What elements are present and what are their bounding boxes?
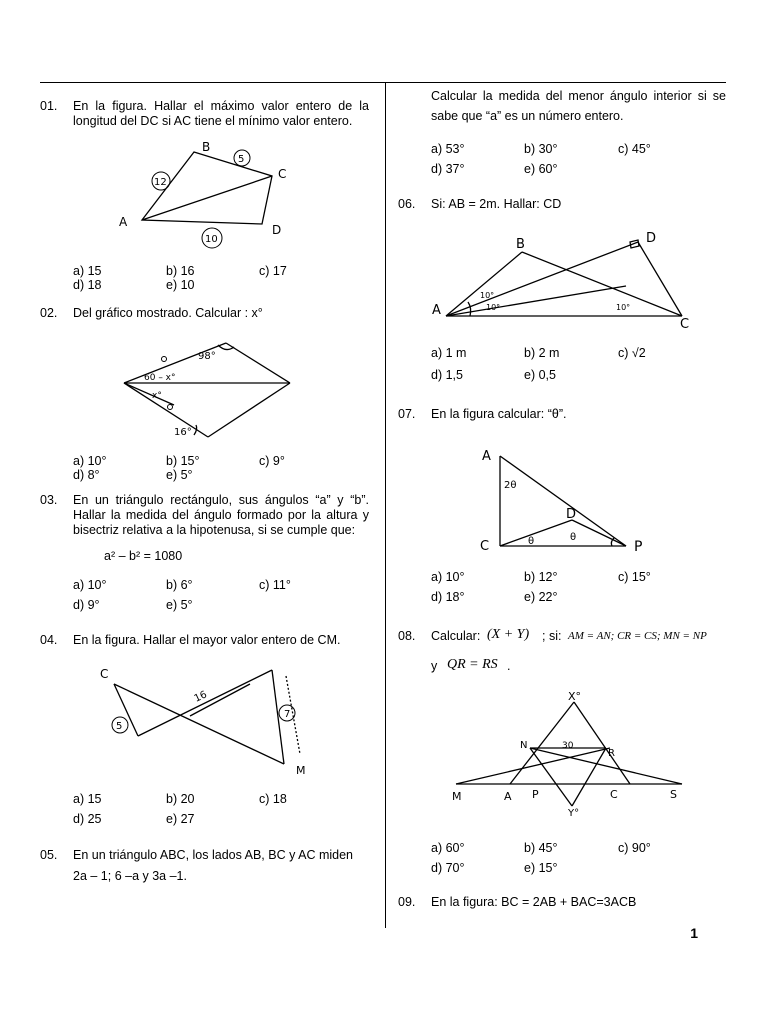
q08-label-a: A: [504, 790, 512, 803]
q08-angle-x: X°: [568, 690, 582, 703]
q01-text: En la figura. Hallar el máximo valor entero de la longitud del DC si AC tiene el mínimo valor entero.: [73, 99, 369, 128]
q01-opt-b: b) 16: [166, 264, 195, 278]
q06-label-a: A: [432, 303, 441, 318]
page-number: 1: [690, 925, 698, 941]
q08-number: 08.: [398, 629, 416, 643]
q06-label-b: B: [516, 237, 525, 252]
q05-opt-d: d) 37°: [431, 162, 465, 176]
q02-angle-16: 16°: [174, 427, 192, 438]
q07-opt-c: c) 15°: [618, 570, 651, 584]
q02-number: 02.: [40, 306, 58, 320]
q08-condition-2: QR = RS: [447, 657, 498, 672]
q07-angle-theta1: θ: [528, 536, 535, 547]
q08-opt-a: a) 60°: [431, 841, 465, 855]
q01-side-5: 5: [238, 154, 245, 165]
q08-opt-e: e) 15°: [524, 861, 558, 875]
q01-number: 01.: [40, 99, 58, 113]
q08-label-s: S: [670, 788, 677, 801]
q03-opt-c: c) 11°: [259, 578, 291, 592]
q08-angle-y: Y°: [568, 808, 580, 819]
q07-label-a: A: [482, 449, 491, 464]
q08-si: ; si:: [542, 629, 562, 643]
q06-angle-10a: 10°: [480, 291, 495, 300]
q06-opt-a: a) 1 m: [431, 346, 467, 360]
q08-dot: .: [507, 659, 511, 673]
q04-opt-d: d) 25: [73, 812, 102, 826]
q07-opt-b: b) 12°: [524, 570, 558, 584]
q01-label-a: A: [119, 215, 128, 229]
q08-label-m: M: [452, 790, 462, 803]
q03-text: En un triángulo rectángulo, sus ángulos “a” y “b”. Hallar la medida del ángulo formado por la altura y bisectriz relativa a la hipotenusa, si se cumple que:: [73, 493, 369, 537]
q08-label: Calcular:: [431, 629, 481, 643]
q08-label-c: C: [610, 788, 618, 801]
q05-text-line1: En un triángulo ABC, los lados AB, BC y AC miden: [73, 848, 354, 862]
q07-angle-2theta: 2θ: [504, 480, 517, 491]
q02-angle-98: 98°: [198, 351, 216, 362]
q08-conditions: AM = AN; CR = CS; MN = NP: [568, 630, 707, 642]
q01-label-c: C: [278, 167, 287, 181]
q03-number: 03.: [40, 493, 58, 507]
q06-opt-d: d) 1,5: [431, 368, 463, 382]
q02-opt-b: b) 15°: [166, 454, 200, 468]
q05-opt-e: e) 60°: [524, 162, 558, 176]
q04-side-7: 7: [284, 709, 291, 720]
q03-opt-e: e) 5°: [166, 598, 193, 612]
q07-label-c: C: [480, 539, 490, 554]
q07-label-p: P: [634, 539, 643, 555]
q06-figure: [430, 228, 700, 332]
q07-opt-a: a) 10°: [431, 570, 465, 584]
q07-opt-d: d) 18°: [431, 590, 465, 604]
q01-label-b: B: [202, 140, 211, 154]
q07-text: En la figura calcular: “θ”.: [431, 407, 567, 421]
q02-opt-c: c) 9°: [259, 454, 285, 468]
q08-opt-d: d) 70°: [431, 861, 465, 875]
q08-label-r: R: [608, 748, 615, 759]
q04-number: 04.: [40, 633, 58, 647]
q03-opt-a: a) 10°: [73, 578, 107, 592]
q06-text: Si: AB = 2m. Hallar: CD: [431, 197, 562, 211]
q03-opt-b: b) 6°: [166, 578, 193, 592]
q02-opt-a: a) 10°: [73, 454, 107, 468]
q09-text: En la figura: BC = 2AB + BAC=3ACB: [431, 895, 637, 909]
q04-opt-b: b) 20: [166, 792, 195, 806]
q06-label-c: C: [680, 317, 690, 332]
q01-side-12: 12: [154, 177, 167, 188]
q02-figure: [118, 335, 298, 445]
q08-opt-c: c) 90°: [618, 841, 651, 855]
q06-number: 06.: [398, 197, 416, 211]
q05-number: 05.: [40, 848, 58, 862]
q08-label-p: P: [532, 788, 539, 801]
q07-figure: [478, 442, 658, 557]
q05-text-line2: 2a – 1; 6 –a y 3a –1.: [73, 869, 187, 883]
q08-expression: (X + Y): [487, 627, 530, 642]
q06-label-d: D: [646, 231, 657, 246]
q05-opt-a: a) 53°: [431, 142, 465, 156]
q04-figure: [96, 664, 316, 779]
q01-opt-e: e) 10: [166, 278, 195, 292]
q05-opt-b: b) 30°: [524, 142, 558, 156]
q06-angle-10c: 10°: [616, 303, 631, 312]
q08-opt-b: b) 45°: [524, 841, 558, 855]
q01-figure: [112, 138, 302, 248]
q04-text: En la figura. Hallar el mayor valor entero de CM.: [73, 633, 341, 647]
q04-opt-e: e) 27: [166, 812, 195, 826]
q01-side-10: 10: [205, 234, 218, 245]
q02-opt-d: d) 8°: [73, 468, 100, 482]
top-rule: [40, 82, 726, 83]
q02-angle-60x: 60 – x°: [144, 373, 176, 383]
q01-opt-c: c) 17: [259, 264, 287, 278]
q05-text-continued: Calcular la medida del menor ángulo interior si se sabe que “a” es un número entero.: [431, 89, 726, 123]
q04-label-c: C: [100, 667, 109, 681]
q06-opt-b: b) 2 m: [524, 346, 560, 360]
q08-label-n: N: [520, 740, 528, 751]
q02-opt-e: e) 5°: [166, 468, 193, 482]
q07-label-d: D: [566, 507, 577, 522]
q03-opt-d: d) 9°: [73, 598, 100, 612]
q07-number: 07.: [398, 407, 416, 421]
q01-opt-a: a) 15: [73, 264, 102, 278]
q08-angle-30: 30: [562, 741, 574, 751]
q08-y: y: [431, 659, 438, 673]
q04-side-5: 5: [116, 721, 123, 732]
q04-opt-a: a) 15: [73, 792, 102, 806]
q03-equation: a² – b² = 1080: [104, 549, 183, 563]
q06-opt-e: e) 0,5: [524, 368, 556, 382]
q08-figure: [450, 690, 690, 820]
q04-label-m: M: [296, 764, 306, 777]
q02-text: Del gráfico mostrado. Calcular : x°: [73, 306, 263, 320]
q07-angle-theta2: θ: [570, 532, 577, 543]
q01-opt-d: d) 18: [73, 278, 102, 292]
q06-opt-c: c) √2: [618, 346, 646, 360]
q04-side-16: 16: [192, 689, 209, 705]
q07-opt-e: e) 22°: [524, 590, 558, 604]
q06-angle-10b: 10°: [486, 303, 501, 312]
q01-label-d: D: [272, 223, 282, 237]
q09-number: 09.: [398, 895, 416, 909]
q05-opt-c: c) 45°: [618, 142, 651, 156]
column-divider: [385, 82, 386, 928]
q02-angle-x: x°: [152, 391, 162, 401]
q04-opt-c: c) 18: [259, 792, 287, 806]
